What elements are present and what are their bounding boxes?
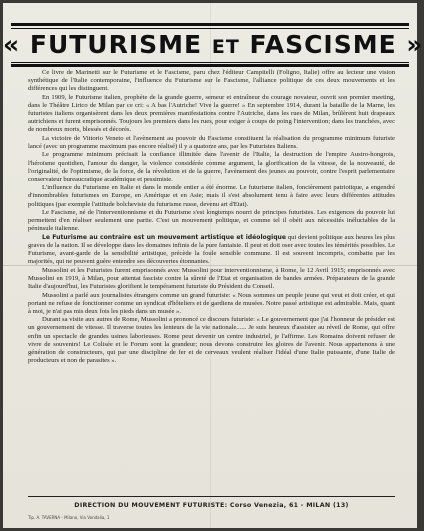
headline-word-fascisme: FASCISME [249, 30, 397, 59]
highlight-bold: Le Futurisme au contraire est un mouvement artistique et idéologique [42, 233, 287, 241]
headline-word-futurisme: FUTURISME [29, 30, 203, 59]
title-thin-rule [11, 62, 409, 63]
headline-connector: ET [211, 36, 240, 58]
paragraph: L'influence du Futurisme en Italie et dans le monde entier a été énorme. Le futurisme italien, foncièrement patriotique, a engendré d'innombrables futurismes en Europe, en Amérique et en Asie; mais il s'est absolument tenu à faire avec leurs différentes attitudes politiques (par exemple l'attitude bolcheviste du futurisme russe, devenu art d'Etat). [28, 184, 395, 208]
paragraph: Mussolini et les Futuristes furent emprisonnés avec Mussolini pour interventionnisme, à Rome, le 12 Avril 1915; emprisonnés avec Mussolini en 1919, à Milan, pour attentat fasciste contre la sûreté de l'Etat et organisation de bandes armées. Préparateurs de la grande Italie d'aujourd'hui, les Futuristes glorifient le tempérament futuriste du Président du Conseil. [28, 266, 395, 290]
highlight-paragraph [28, 234, 395, 266]
paragraph: En 1909, le Futurisme italien, prophète de la grande guerre, semeur et entraîneur du courage novateur, ouvrit son premier meeting, dans le Théâtre Lirico de Milan par ce cri: « A bas l'Autriche! Vive la guerre! » En septembre 1914, durant la bataille de la Marne, les futuristes italiens organisèrent dans les deux premières manifestations contre l'Autriche, dans les rues de Milan, brûlèrent huit drapeaux autrichiens et furent emprisonnés. Toujours les premiers dans les rues, pour exiger à coups de poing l'intervention; dans les tranchées, avec de nombreux morts, blessés et décorés. [28, 93, 395, 134]
footer-rule [28, 496, 395, 497]
paragraph: Mussolini a parlé aux journalistes étrangers comme un grand futuriste: « Nous sommes un peuple jeune qui veut et doit créer, et qui portant ne refuse de fonctionner comme un syndicat d'hôteliers et de gardiens de musées. Notre passé artistique est admirable. Mais, quant à moi, je n'ai pas mis deux fois les pieds dans un musée ». [28, 291, 395, 315]
headline-open-quote: « [3, 30, 21, 59]
title-thick-rule [11, 64, 409, 67]
paragraph: Ce livre de Marinetti sur le Futurisme et le Fascisme, paru chez l'éditeur Campitelli (Foligno, Italie) offre au lecteur une vision synthétique de l'Italie contemporaine, l'influence du Futurisme sur le Fascisme, l'alliance politique de ces deux mouvements et les différences qui les distinguent. [28, 69, 395, 93]
headline [3, 30, 424, 59]
manifesto-body [28, 69, 395, 365]
footer-direction: DIRECTION DU MOUVEMENT FUTURISTE: Corso Venezia, 61 - MILAN (13) [74, 502, 349, 509]
highlight-rest: qui devient politique aux heures les plus graves de la nation. Il se développe dans les domaines infinis de la pure fantaisie. Il peut et doit oser avec toutes les témérités possibles. Le Futurisme, avant-garde de la sensibilité artistique, précède la foule sensible commune. Il est souvent incompris, combattu par les majorités, qui ne peuvent guère entendre ses découvertes étonnantes. [28, 233, 395, 266]
top-thin-rule [11, 28, 409, 29]
headline-close-quote: » [406, 30, 424, 59]
paragraph: Le Fascisme, né de l'interventionnisme et du Futurisme s'est longtemps nourri de principes futuristes. Les exigences du pouvoir lui permettent d'en réaliser seulement une partie. C'est un mouvement politique, et comme tel il obéit aux nécessités inéluctables de la péninsule italienne. [28, 209, 395, 233]
paragraph: Durant sa visite aux autres de Rome, Mussolini a prononcé ce discours futuriste: « Le gouvernement que j'ai l'honneur de présider est un gouvernement de vitesse. Il traverse toutes les lenteurs de la vie nationale...... Je suis heureux d'assister au réveil de Rome, qui offre enfin un spectacle de grandes usines laborieuses. Rome peut devenir un centre industriel, je l'affirme. Les Romains doivent refuser de vivre de souvenirs! Le Colisée et le Forum sont la grandeur; nous devons construire les gloires de l'avenir. Nous appartenons à une génération de constructeurs, qui par une discipline de fer et de cerveaux veulent réaliser l'idéal d'une Italie puissante, d'une Italie de producteurs et non de parasites ». [28, 316, 395, 364]
manifesto-sheet [3, 3, 424, 528]
paragraph: La victoire de Vittorio Veneto et l'avènement au pouvoir du Fascisme constituent la réalisation du programme minimum futuriste lancé (avec un programme maximum pas encore réalisé) il y a quatorze ans, par les Futuristes Italiens. [28, 134, 395, 150]
printer-imprint: Tip. A. TAVERNA - Milano, Via Vandalia, 1 [28, 515, 110, 520]
top-thick-rule [11, 23, 409, 26]
paragraph: Le programme minimum précisait la confiance illimitée dans l'avenir de l'Italie, la destruction de l'empire Austro-hongrois, l'héroïsme quotidien, l'amour du danger, la violence considérée comme argument, la glorification de la vitesse, de la nouveauté, de l'originalité, de l'optimisme, de la force, de la révolution et de la guerre, l'avènement des jeunes au pouvoir, contre l'esprit parlementaire conservateur bureaucratique académique et pessimiste. [28, 151, 395, 183]
